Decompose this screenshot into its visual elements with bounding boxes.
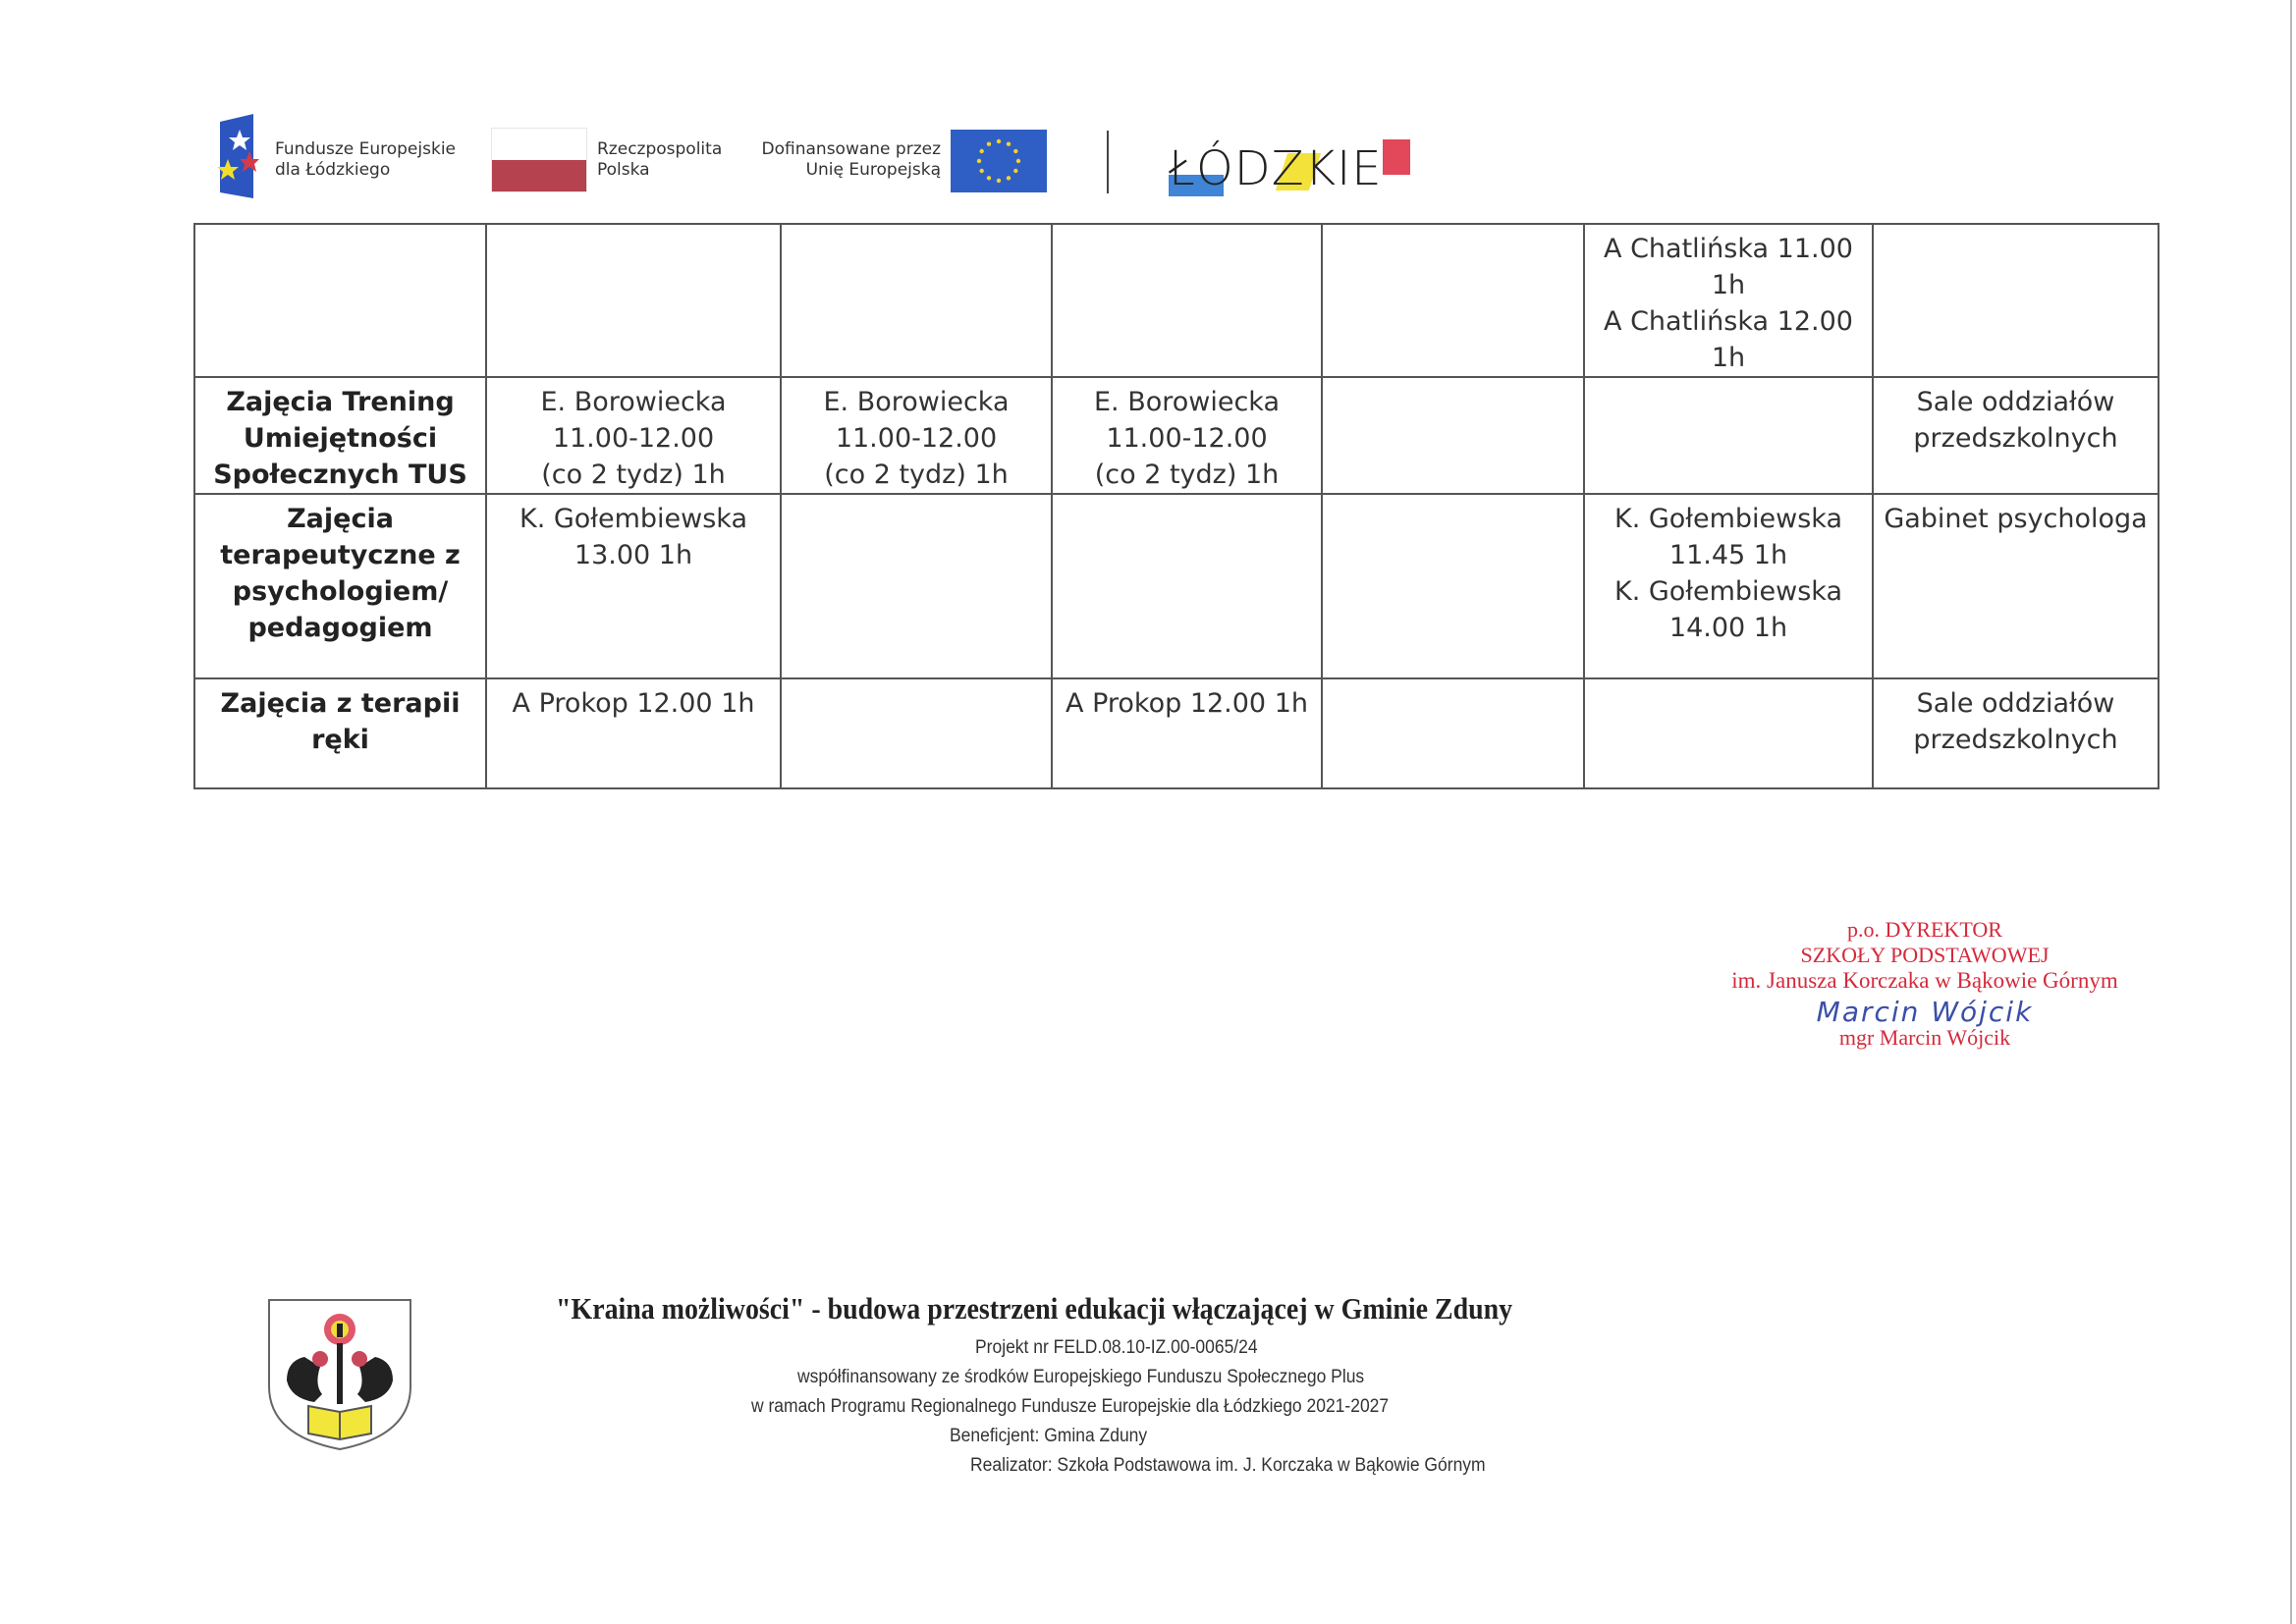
stamp-line: SZKOŁY PODSTAWOWEJ bbox=[1800, 943, 2050, 967]
table-cell bbox=[781, 494, 1052, 678]
eu-star-icon bbox=[979, 169, 983, 173]
row-label-cell bbox=[194, 678, 486, 788]
cell-line: (co 2 tydz) 1h bbox=[824, 460, 1009, 490]
stamp-name: mgr Marcin Wójcik bbox=[1838, 1025, 2011, 1050]
lodzkie-wordmark: ŁÓDZKIE bbox=[1169, 141, 1383, 196]
eu-star-icon bbox=[979, 149, 983, 153]
fundusze-europejskie-text bbox=[275, 139, 456, 181]
eu-star-icon bbox=[1016, 159, 1020, 163]
eu-star-icon bbox=[1007, 176, 1011, 180]
programme-line: w ramach Programu Regionalnego Fundusze Europejskie dla Łódzkiego 2021-2027 bbox=[751, 1396, 1390, 1417]
table-cell bbox=[781, 377, 1052, 494]
table-cell bbox=[1052, 377, 1322, 494]
eu-star-icon bbox=[987, 141, 991, 145]
row-label-line: Zajęcia bbox=[287, 504, 394, 534]
cell-line: 11.00-12.00 bbox=[1106, 423, 1268, 454]
table-cell bbox=[1873, 224, 2159, 377]
eu-text-line: Dofinansowane przez bbox=[761, 139, 941, 159]
table-cell bbox=[1584, 678, 1873, 788]
cell-line: 11.45 1h bbox=[1668, 540, 1788, 570]
cell-line: K. Gołembiewska bbox=[1613, 504, 1842, 534]
table-cell bbox=[1873, 377, 2159, 494]
eu-star-icon bbox=[987, 176, 991, 180]
cell-line: 11.00-12.00 bbox=[835, 423, 998, 454]
table-cell bbox=[486, 224, 781, 377]
table-row bbox=[194, 494, 2159, 678]
eu-star-icon bbox=[997, 179, 1001, 183]
cell-line: A Prokop 12.00 1h bbox=[1066, 688, 1308, 719]
eu-star-icon bbox=[1007, 141, 1011, 145]
row-label-cell bbox=[194, 494, 486, 678]
implementer-line: Realizator: Szkoła Podstawowa im. J. Korczaka w Bąkowie Górnym bbox=[970, 1455, 1486, 1476]
cofinancing-line: współfinansowany ze środków Europejskiego Funduszu Społecznego Plus bbox=[797, 1367, 1365, 1387]
stamp-line: im. Janusza Korczaka w Bąkowie Górnym bbox=[1731, 968, 2118, 993]
cell-line: 11.00-12.00 bbox=[552, 423, 715, 454]
beneficiary-line: Beneficjent: Gmina Zduny bbox=[950, 1426, 1148, 1446]
row-label-line: Umiejętności bbox=[243, 423, 438, 454]
table-cell bbox=[1322, 678, 1584, 788]
eu-star-icon bbox=[977, 159, 981, 163]
table-cell bbox=[1052, 494, 1322, 678]
fundusze-europejskie-logo-icon bbox=[214, 114, 259, 198]
scan-edge-line bbox=[2290, 0, 2292, 1624]
rzeczpospolita-text bbox=[597, 139, 722, 181]
cell-line: (co 2 tydz) 1h bbox=[541, 460, 726, 490]
table-cell bbox=[1873, 678, 2159, 788]
row-label-line: Społecznych TUS bbox=[213, 460, 467, 490]
table-cell bbox=[1322, 377, 1584, 494]
eu-star-icon bbox=[1013, 149, 1017, 153]
project-title: "Kraina możliwości" - budowa przestrzeni edukacji włączającej w Gminie Zduny bbox=[556, 1291, 1513, 1326]
cell-line: E. Borowiecka bbox=[1093, 387, 1281, 417]
row-label-cell bbox=[194, 224, 486, 377]
table-cell bbox=[1584, 494, 1873, 678]
cell-line: K. Gołembiewska bbox=[519, 504, 747, 534]
eu-flag-icon bbox=[951, 130, 1047, 192]
pl-text-line: Polska bbox=[597, 160, 650, 180]
table-cell bbox=[1584, 224, 1873, 377]
eu-star-icon bbox=[997, 139, 1001, 143]
stamp-line: p.o. DYREKTOR bbox=[1847, 917, 2002, 942]
row-label-line: Zajęcia z terapii bbox=[220, 688, 461, 719]
cell-line: 1h bbox=[1711, 343, 1746, 373]
polish-flag-icon bbox=[491, 128, 587, 192]
table-cell bbox=[781, 224, 1052, 377]
table-row bbox=[194, 678, 2159, 788]
director-stamp bbox=[1669, 917, 2180, 1051]
handwritten-signature: Marcin Wójcik bbox=[1816, 996, 2034, 1028]
cell-line: K. Gołembiewska bbox=[1613, 576, 1842, 607]
table-cell bbox=[1052, 224, 1322, 377]
table-row bbox=[194, 377, 2159, 494]
table-row bbox=[194, 224, 2159, 377]
table-cell bbox=[486, 377, 781, 494]
cell-line: Sale oddziałów bbox=[1916, 688, 2115, 719]
cell-line: przedszkolnych bbox=[1913, 423, 2118, 454]
cell-line: E. Borowiecka bbox=[823, 387, 1010, 417]
eu-star-icon bbox=[1013, 169, 1017, 173]
row-label-line: terapeutyczne z bbox=[220, 540, 461, 570]
eu-text-line: Unię Europejską bbox=[805, 160, 941, 180]
table-cell bbox=[781, 678, 1052, 788]
table-cell bbox=[1322, 494, 1584, 678]
row-label-line: ręki bbox=[311, 725, 369, 755]
cell-line: 13.00 1h bbox=[574, 540, 693, 570]
lodzkie-red-block bbox=[1383, 139, 1410, 175]
table-cell bbox=[1052, 678, 1322, 788]
cell-line: A Prokop 12.00 1h bbox=[512, 688, 755, 719]
fe-text-line: Fundusze Europejskie bbox=[275, 139, 456, 159]
cell-line: A Chatlińska 11.00 bbox=[1604, 234, 1853, 264]
schedule-table bbox=[193, 223, 2159, 789]
table-cell bbox=[1584, 377, 1873, 494]
lodzkie-logo bbox=[1169, 137, 1414, 196]
cell-line: Sale oddziałów bbox=[1916, 387, 2115, 417]
eu-cofinancing-text bbox=[756, 139, 941, 181]
logo-separator bbox=[1107, 131, 1109, 193]
cell-line: 1h bbox=[1711, 270, 1746, 300]
cell-line: przedszkolnych bbox=[1913, 725, 2118, 755]
cell-line: A Chatlińska 12.00 bbox=[1604, 306, 1853, 337]
table-cell bbox=[1322, 224, 1584, 377]
pl-text-line: Rzeczpospolita bbox=[597, 139, 723, 159]
row-label-line: psychologiem/ bbox=[232, 576, 449, 607]
table-cell bbox=[1873, 494, 2159, 678]
table-cell bbox=[486, 494, 781, 678]
cell-line: (co 2 tydz) 1h bbox=[1094, 460, 1280, 490]
cell-line: E. Borowiecka bbox=[540, 387, 727, 417]
table-cell bbox=[486, 678, 781, 788]
row-label-line: Zajęcia Trening bbox=[226, 387, 455, 417]
row-label-cell bbox=[194, 377, 486, 494]
gmina-zduny-coat-of-arms-icon bbox=[265, 1296, 414, 1453]
row-label-line: pedagogiem bbox=[247, 613, 433, 643]
project-number: Projekt nr FELD.08.10-IZ.00-0065/24 bbox=[975, 1337, 1258, 1358]
cell-line: Gabinet psychologa bbox=[1884, 504, 2148, 534]
fe-text-line: dla Łódzkiego bbox=[275, 160, 391, 180]
cell-line: 14.00 1h bbox=[1668, 613, 1788, 643]
